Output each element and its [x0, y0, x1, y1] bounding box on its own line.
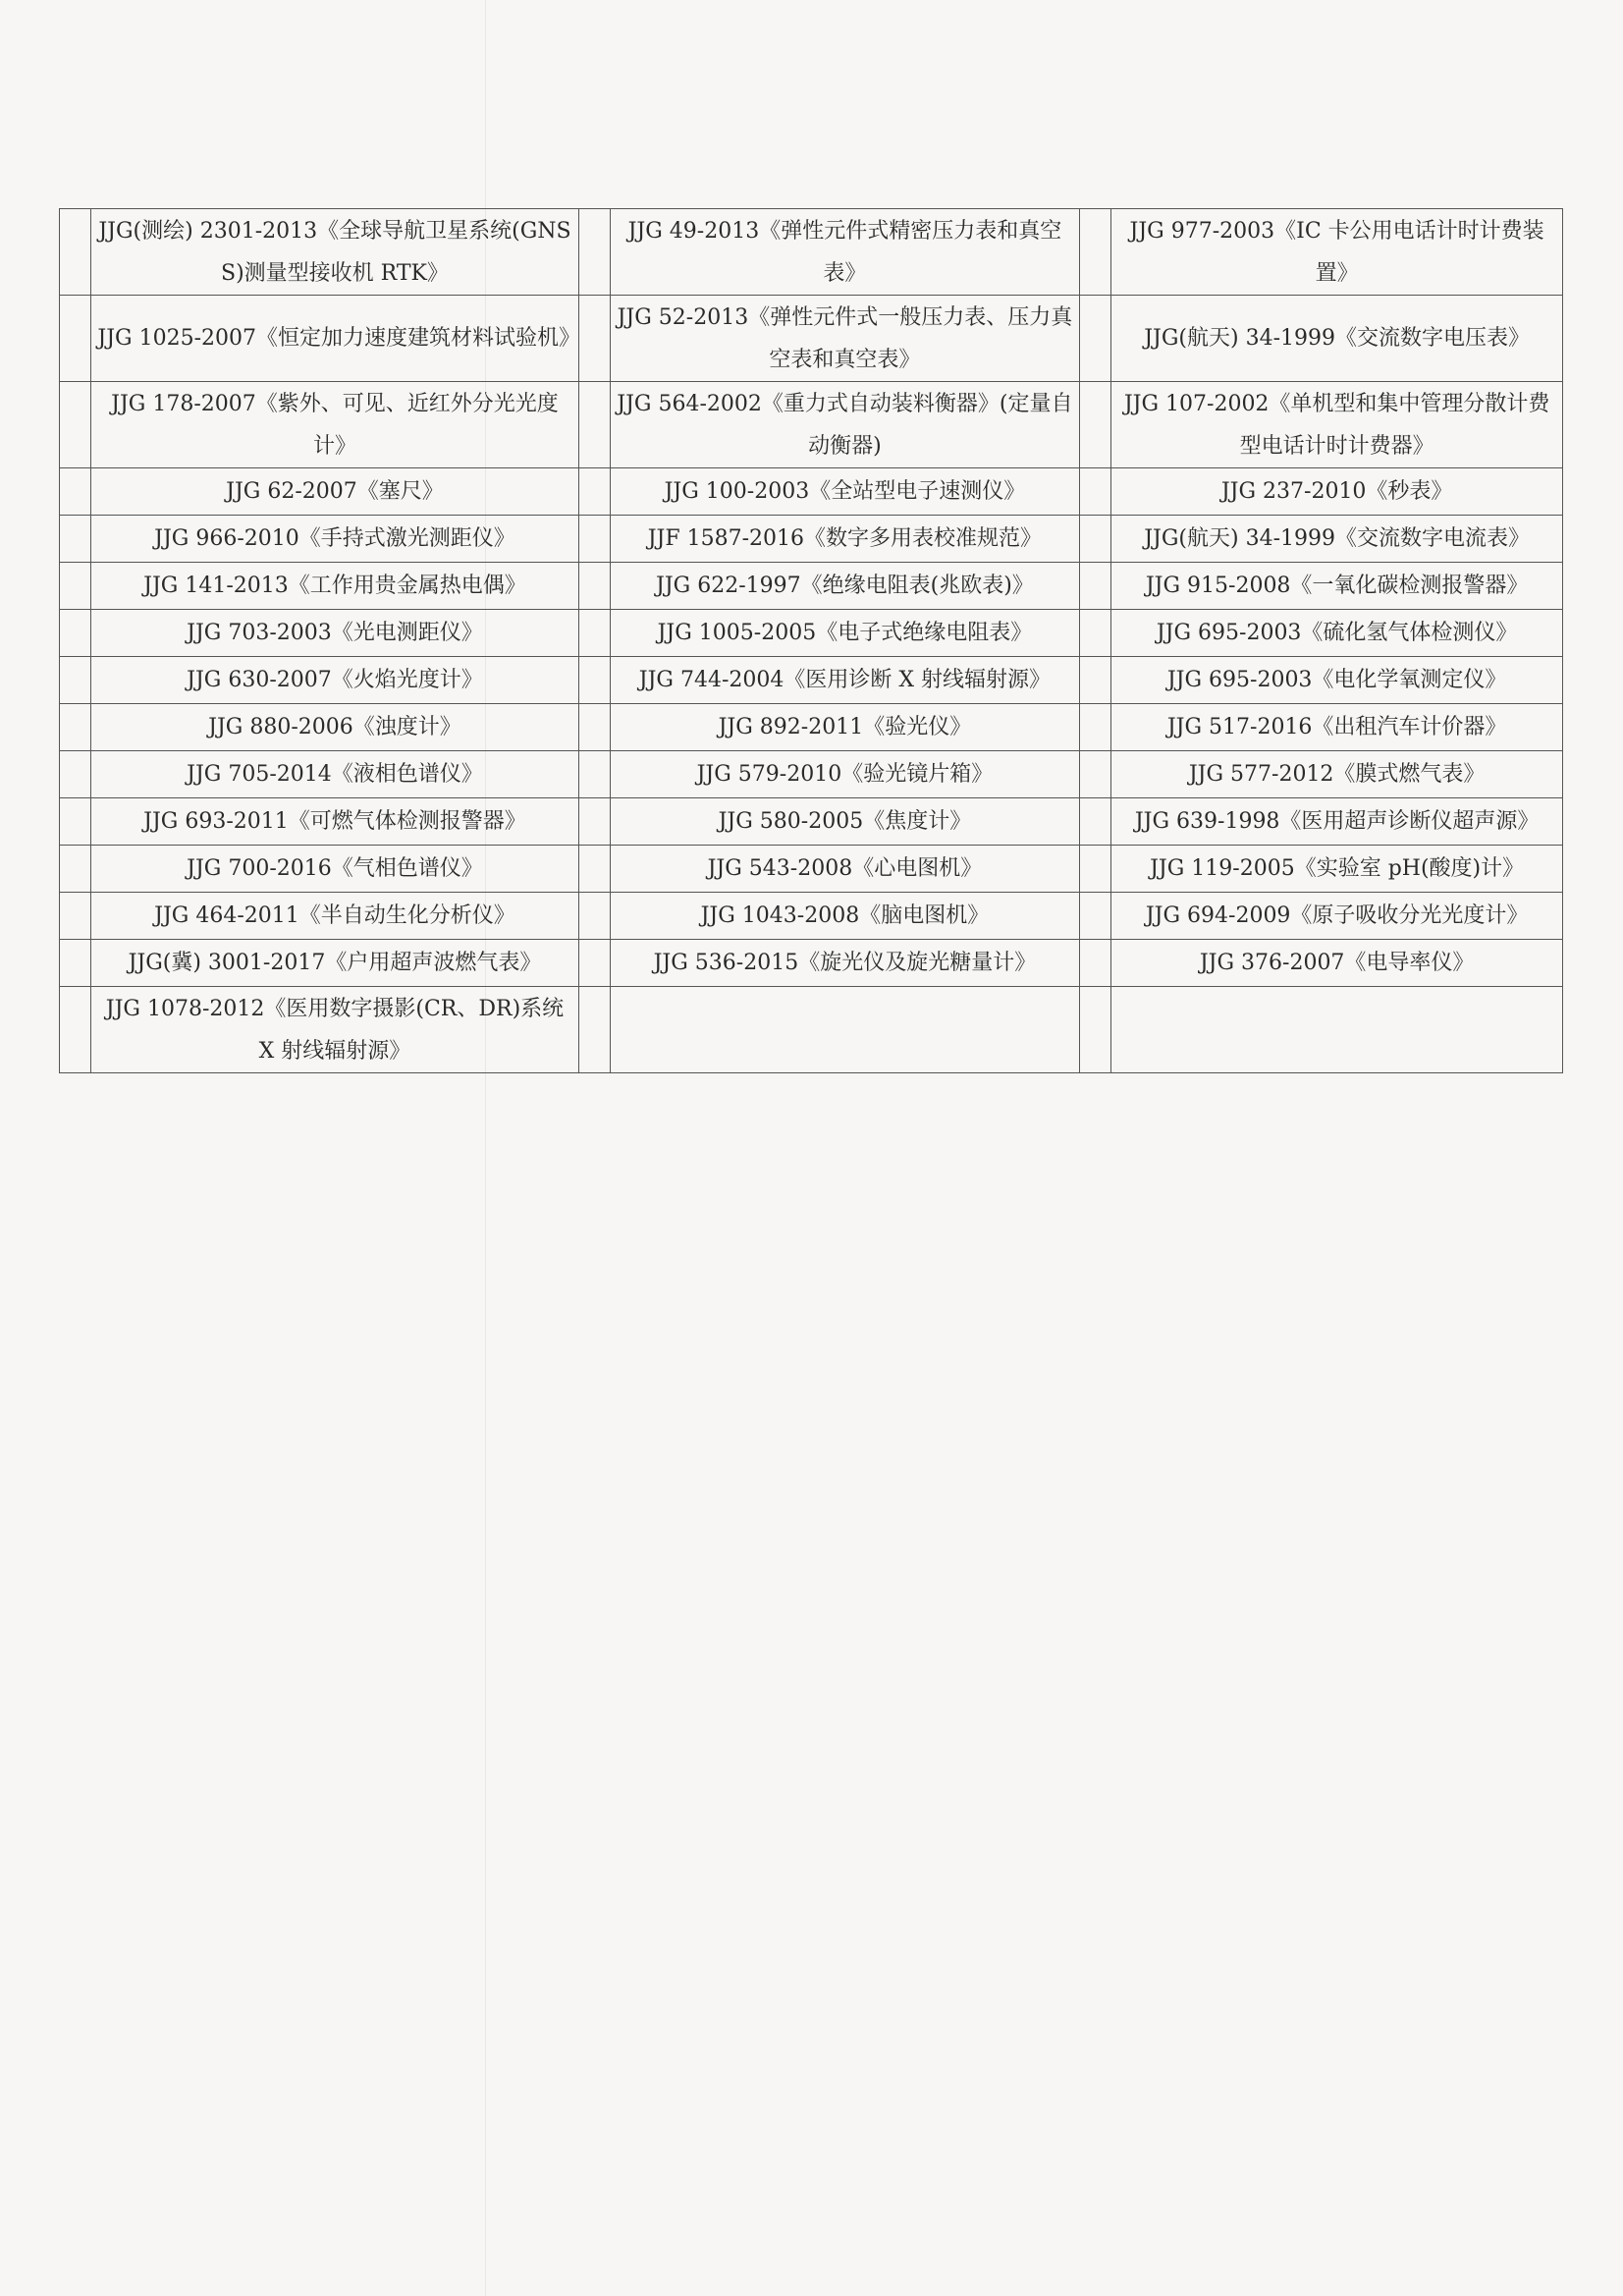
index-cell — [578, 382, 610, 468]
index-cell — [1079, 209, 1110, 296]
index-cell — [578, 846, 610, 893]
index-cell — [578, 751, 610, 798]
index-cell — [60, 516, 91, 563]
standard-cell: JJG 705-2014《液相色谱仪》 — [91, 751, 578, 798]
standard-cell: JJG 237-2010《秒表》 — [1111, 468, 1563, 516]
index-cell — [60, 563, 91, 610]
standard-cell: JJG 892-2011《验光仪》 — [610, 704, 1079, 751]
standard-cell: JJG 49-2013《弹性元件式精密压力表和真空表》 — [610, 209, 1079, 296]
standard-cell — [1111, 987, 1563, 1073]
standard-cell: JJF 1587-2016《数字多用表校准规范》 — [610, 516, 1079, 563]
standard-cell: JJG 622-1997《绝缘电阻表(兆欧表)》 — [610, 563, 1079, 610]
standard-cell: JJG 1025-2007《恒定加力速度建筑材料试验机》 — [91, 296, 578, 382]
index-cell — [578, 563, 610, 610]
index-cell — [1079, 382, 1110, 468]
table-row — [60, 657, 1563, 704]
index-cell — [578, 516, 610, 563]
table-row — [60, 846, 1563, 893]
standard-cell: JJG 1078-2012《医用数字摄影(CR、DR)系统 X 射线辐射源》 — [91, 987, 578, 1073]
table-row — [60, 893, 1563, 940]
standard-cell: JJG 141-2013《工作用贵金属热电偶》 — [91, 563, 578, 610]
index-cell — [60, 209, 91, 296]
standard-cell: JJG 376-2007《电导率仪》 — [1111, 940, 1563, 987]
index-cell — [1079, 468, 1110, 516]
table-row — [60, 987, 1563, 1073]
standard-cell: JJG 119-2005《实验室 pH(酸度)计》 — [1111, 846, 1563, 893]
index-cell — [578, 704, 610, 751]
standard-cell: JJG 564-2002《重力式自动装料衡器》(定量自动衡器) — [610, 382, 1079, 468]
standard-cell: JJG 630-2007《火焰光度计》 — [91, 657, 578, 704]
index-cell — [1079, 846, 1110, 893]
index-cell — [1079, 657, 1110, 704]
standard-cell: JJG 62-2007《塞尺》 — [91, 468, 578, 516]
index-cell — [1079, 798, 1110, 846]
standard-cell: JJG 1005-2005《电子式绝缘电阻表》 — [610, 610, 1079, 657]
index-cell — [60, 610, 91, 657]
index-cell — [1079, 563, 1110, 610]
table-row — [60, 209, 1563, 296]
index-cell — [578, 657, 610, 704]
standard-cell: JJG 915-2008《一氧化碳检测报警器》 — [1111, 563, 1563, 610]
index-cell — [1079, 610, 1110, 657]
standard-cell: JJG 178-2007《紫外、可见、近红外分光光度计》 — [91, 382, 578, 468]
table-row — [60, 751, 1563, 798]
standard-cell: JJG 703-2003《光电测距仪》 — [91, 610, 578, 657]
table-row — [60, 610, 1563, 657]
index-cell — [60, 798, 91, 846]
standard-cell: JJG 100-2003《全站型电子速测仪》 — [610, 468, 1079, 516]
index-cell — [1079, 893, 1110, 940]
standard-cell: JJG 543-2008《心电图机》 — [610, 846, 1079, 893]
index-cell — [60, 940, 91, 987]
index-cell — [60, 704, 91, 751]
index-cell — [578, 296, 610, 382]
standard-cell: JJG 693-2011《可燃气体检测报警器》 — [91, 798, 578, 846]
table-row — [60, 940, 1563, 987]
standard-cell: JJG 107-2002《单机型和集中管理分散计费型电话计时计费器》 — [1111, 382, 1563, 468]
index-cell — [60, 846, 91, 893]
standard-cell: JJG 517-2016《出租汽车计价器》 — [1111, 704, 1563, 751]
standard-cell: JJG(航天) 34-1999《交流数字电压表》 — [1111, 296, 1563, 382]
standard-cell: JJG(测绘) 2301-2013《全球导航卫星系统(GNSS)测量型接收机 RTK》 — [91, 209, 578, 296]
table-row — [60, 516, 1563, 563]
standard-cell: JJG 464-2011《半自动生化分析仪》 — [91, 893, 578, 940]
index-cell — [60, 893, 91, 940]
standard-cell: JJG 700-2016《气相色谱仪》 — [91, 846, 578, 893]
index-cell — [1079, 296, 1110, 382]
index-cell — [60, 751, 91, 798]
standard-cell: JJG 966-2010《手持式激光测距仪》 — [91, 516, 578, 563]
standard-cell: JJG 694-2009《原子吸收分光光度计》 — [1111, 893, 1563, 940]
index-cell — [60, 382, 91, 468]
standard-cell: JJG(冀) 3001-2017《户用超声波燃气表》 — [91, 940, 578, 987]
index-cell — [60, 657, 91, 704]
standard-cell: JJG 744-2004《医用诊断 X 射线辐射源》 — [610, 657, 1079, 704]
index-cell — [578, 209, 610, 296]
standard-cell: JJG 1043-2008《脑电图机》 — [610, 893, 1079, 940]
standard-cell: JJG(航天) 34-1999《交流数字电流表》 — [1111, 516, 1563, 563]
index-cell — [578, 610, 610, 657]
index-cell — [1079, 751, 1110, 798]
table-row — [60, 798, 1563, 846]
standard-cell: JJG 639-1998《医用超声诊断仪超声源》 — [1111, 798, 1563, 846]
standard-cell: JJG 695-2003《硫化氢气体检测仪》 — [1111, 610, 1563, 657]
index-cell — [578, 893, 610, 940]
index-cell — [578, 468, 610, 516]
index-cell — [60, 468, 91, 516]
standard-cell: JJG 577-2012《膜式燃气表》 — [1111, 751, 1563, 798]
index-cell — [60, 296, 91, 382]
standards-table — [59, 208, 1563, 1073]
index-cell — [1079, 704, 1110, 751]
index-cell — [1079, 987, 1110, 1073]
index-cell — [578, 940, 610, 987]
standard-cell: JJG 695-2003《电化学氧测定仪》 — [1111, 657, 1563, 704]
standard-cell: JJG 880-2006《浊度计》 — [91, 704, 578, 751]
index-cell — [60, 987, 91, 1073]
table-row — [60, 563, 1563, 610]
standard-cell: JJG 580-2005《焦度计》 — [610, 798, 1079, 846]
table-row — [60, 468, 1563, 516]
index-cell — [578, 987, 610, 1073]
index-cell — [1079, 940, 1110, 987]
table-row — [60, 382, 1563, 468]
index-cell — [1079, 516, 1110, 563]
table-row — [60, 704, 1563, 751]
standard-cell — [610, 987, 1079, 1073]
standard-cell: JJG 52-2013《弹性元件式一般压力表、压力真空表和真空表》 — [610, 296, 1079, 382]
standard-cell: JJG 579-2010《验光镜片箱》 — [610, 751, 1079, 798]
index-cell — [578, 798, 610, 846]
table-row — [60, 296, 1563, 382]
standard-cell: JJG 536-2015《旋光仪及旋光糖量计》 — [610, 940, 1079, 987]
standard-cell: JJG 977-2003《IC 卡公用电话计时计费装置》 — [1111, 209, 1563, 296]
